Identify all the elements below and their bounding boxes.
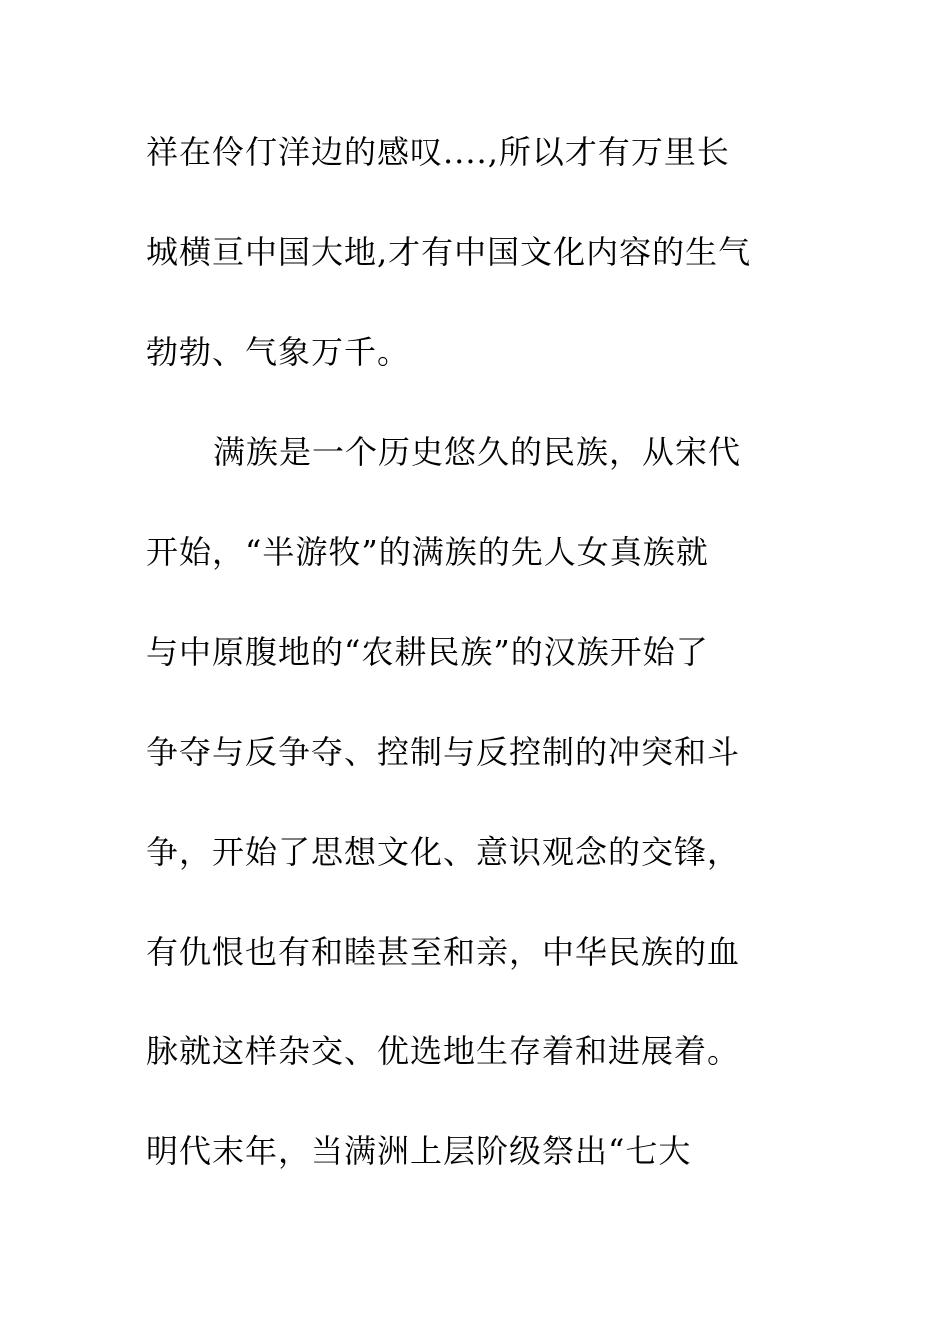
text-line: 争，开始了思想文化、意识观念的交锋， bbox=[146, 833, 741, 871]
text-line: 勃勃、气象万千。 bbox=[146, 333, 411, 371]
text-line: 开始，“半游牧”的满族的先人女真族就 bbox=[146, 533, 709, 571]
text-line: 有仇恨也有和睦甚至和亲，中华民族的血 bbox=[146, 933, 741, 971]
paragraph-first-line: 满族是一个历史悠久的民族，从宋代 bbox=[213, 433, 742, 471]
text-line: 祥在伶仃洋边的感叹....,所以才有万里长 bbox=[146, 133, 730, 171]
text-line: 城横亘中国大地,才有中国文化内容的生气 bbox=[146, 233, 752, 271]
text-line: 明代末年，当满洲上层阶级祭出“七大 bbox=[146, 1132, 692, 1170]
text-line: 脉就这样杂交、优选地生存着和进展着。 bbox=[146, 1032, 741, 1070]
text-line: 争夺与反争夺、控制与反控制的冲突和斗 bbox=[146, 733, 741, 771]
text-line: 与中原腹地的“农耕民族”的汉族开始了 bbox=[146, 633, 709, 671]
